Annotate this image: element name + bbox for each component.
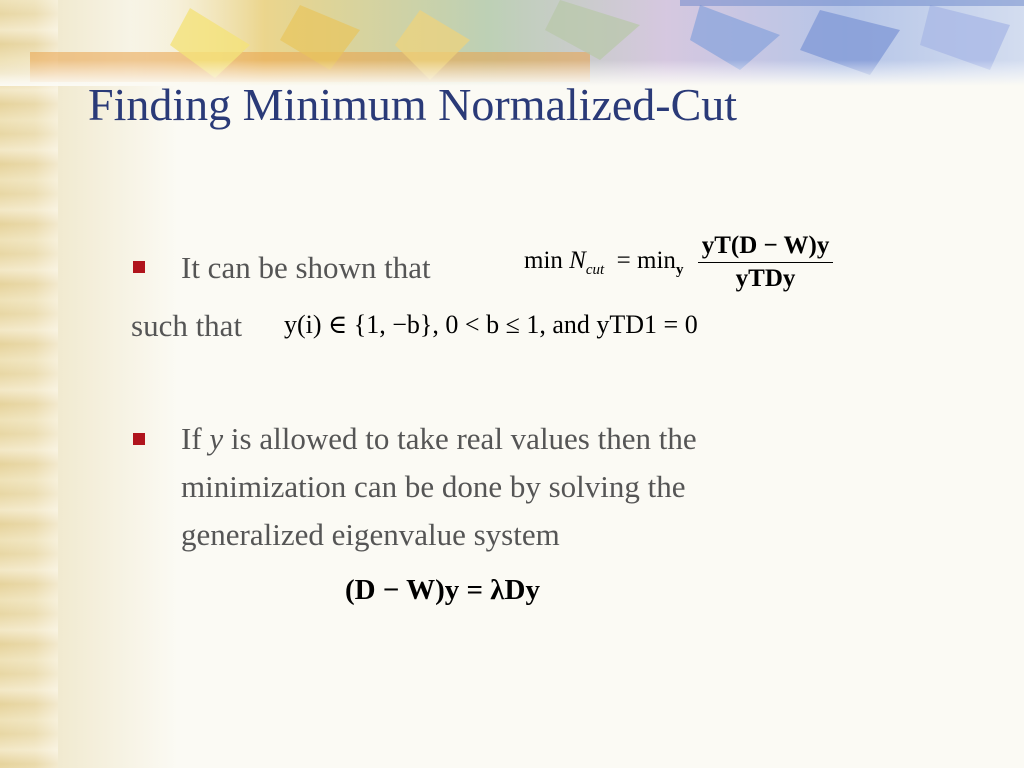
eigen-equation: (D − W)y = λDy	[345, 574, 540, 606]
formula-lhs-n: N	[569, 246, 586, 274]
formula-lhs-sub: cut	[585, 261, 605, 278]
bullet-marker-1	[133, 261, 145, 273]
bullet-2-line-3: generalized eigenvalue system	[181, 517, 560, 552]
constraint-formula: y(i) ∈ {1, −b}, 0 < b ≤ 1, and yTD1 = 0	[284, 310, 698, 339]
bullet-2-line-1-a: If	[181, 421, 210, 456]
formula-rhs-sub: y	[675, 261, 684, 278]
decorative-banner-image	[0, 0, 1024, 86]
such-that-label: such that	[131, 308, 243, 343]
bullet-2-line-1-b: is allowed to take real values then the	[223, 421, 697, 456]
bullet-2-line-2: minimization can be done by solving the	[181, 469, 686, 504]
formula-rhs-min: min	[637, 246, 676, 274]
formula-denominator: yTDy	[735, 265, 796, 292]
bullet-2-variable: y	[209, 421, 224, 456]
formula-numerator: yT(D − W)y	[698, 232, 834, 263]
slide-title: Finding Minimum Normalized-Cut	[88, 79, 738, 130]
bullet-1-text: It can be shown that	[181, 250, 431, 285]
bullet-2-line-1	[181, 415, 697, 463]
formula-fraction	[698, 232, 834, 293]
formula-eq: =	[616, 246, 631, 274]
bullet-marker-2	[133, 433, 145, 445]
ncut-formula	[524, 232, 833, 293]
formula-lhs-min: min	[524, 246, 563, 274]
decorative-left-strip	[0, 0, 58, 768]
